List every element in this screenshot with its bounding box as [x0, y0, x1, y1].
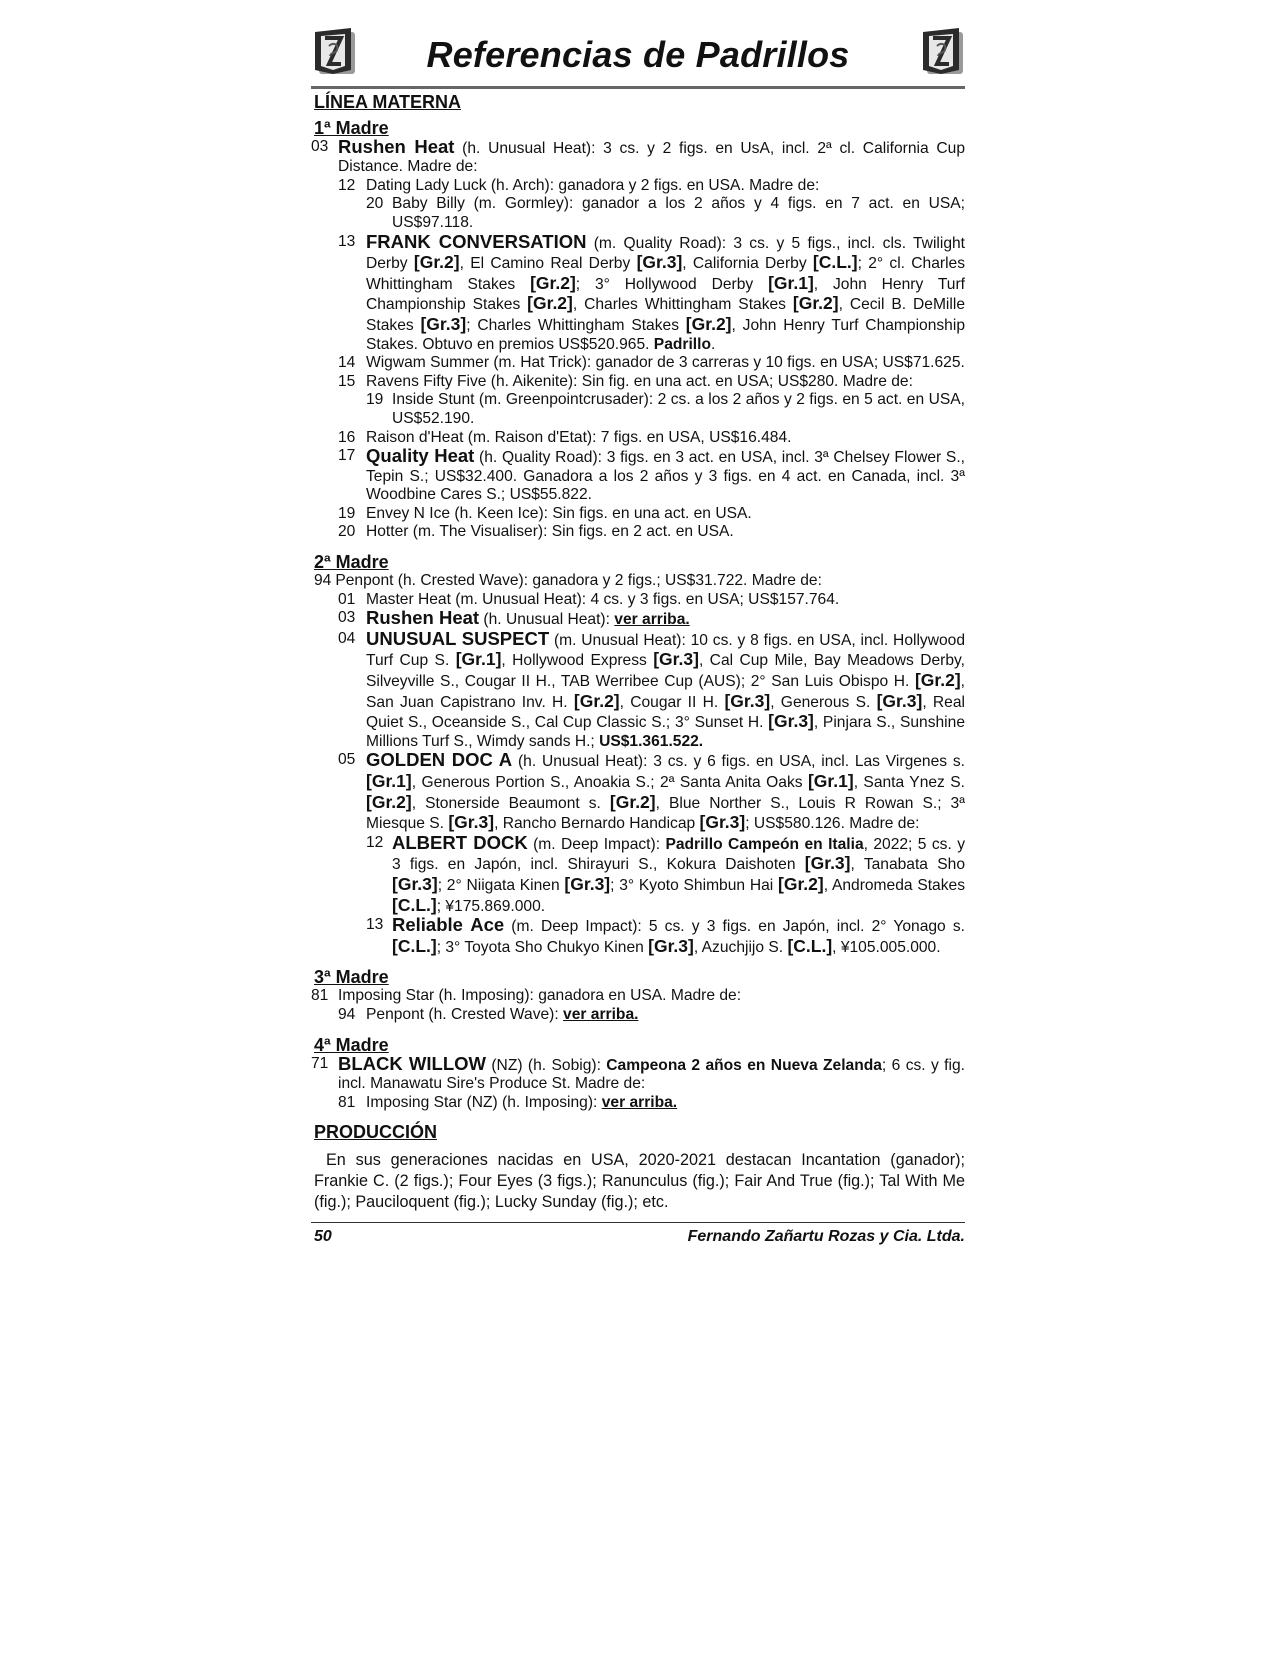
entry-year: 20 — [338, 523, 356, 541]
horse-name: BLACK WILLOW — [338, 1052, 486, 1074]
entry-year: 13 — [338, 232, 356, 250]
pedigree-entry — [311, 523, 965, 542]
pedigree-entry — [311, 177, 965, 196]
grade-badge: [Gr.2] — [573, 690, 620, 711]
grade-badge: [Gr.2] — [527, 293, 573, 314]
entry-text: ; ¥175.869.000. — [436, 897, 546, 915]
entry-text: , San Juan Capistrano Inv. H. — [366, 673, 965, 711]
entry-text: . — [711, 335, 716, 353]
grade-badge: [C.L.] — [392, 894, 437, 915]
pedigree-entry — [311, 391, 965, 428]
entry-text: Wigwam Summer (m. Hat Trick): ganador de 3 carreras y 10 figs. en USA; US$71.625. — [366, 354, 965, 372]
entry-year: 01 — [338, 590, 356, 608]
horse-name: Rushen Heat — [366, 607, 480, 629]
entry-text: , California Derby — [682, 255, 813, 273]
heading-cuarta-madre: 4ª Madre — [314, 1034, 389, 1055]
entry-year: 12 — [338, 176, 356, 194]
entry-text: , 2022; 5 cs. y 3 figs. en Japón, incl. Shirayuri S., Kokura Daishoten — [392, 835, 965, 874]
grade-badge: [Gr.3] — [699, 812, 746, 833]
pedigree-entry — [311, 916, 965, 957]
entry-text: ; 3° Hollywood Derby — [575, 275, 769, 293]
pedigree-entry — [311, 751, 965, 833]
horse-name: Rushen Heat — [338, 135, 455, 157]
grade-badge: [Gr.2] — [413, 252, 460, 273]
entry-text: Hotter (m. The Visualiser): Sin figs. en 2 act. en USA. — [366, 523, 734, 541]
entry-text: , Pinjara S., Sunshine Millions Turf S., Wimdy sands H.; — [366, 714, 965, 750]
entry-text: ; 6 cs. y fig. incl. Manawatu Sire's Produce St. Madre de: — [338, 1056, 965, 1093]
heading-tercera-madre: 3ª Madre — [314, 967, 389, 988]
entry-text: Baby Billy (m. Gormley): ganador a los 2 años y 4 figs. en 7 act. en USA; US$97.118. — [392, 195, 965, 231]
entry-year: 94 — [338, 1005, 356, 1023]
page-content — [311, 93, 965, 1213]
grade-badge: [C.L.] — [787, 935, 833, 956]
entry-year: 19 — [366, 391, 384, 409]
entry-year: 17 — [338, 447, 356, 465]
horse-head-logo-icon — [919, 26, 965, 76]
grade-badge: [Gr.2] — [792, 293, 839, 314]
entry-text: , Charles Whittingham Stakes — [572, 296, 793, 314]
grade-badge: [Gr.3] — [768, 711, 814, 732]
grade-badge: [Gr.1] — [768, 272, 814, 293]
grade-badge: [Gr.1] — [455, 649, 502, 670]
bold-text: Padrillo — [653, 335, 711, 353]
entry-text: ; 2° Niigata Kinen — [437, 876, 565, 894]
horse-name: Reliable Ace — [392, 914, 505, 936]
pedigree-entry — [311, 987, 965, 1006]
entry-text: , John Henry Turf Championship Stakes — [366, 275, 965, 314]
entry-year: 03 — [311, 137, 329, 155]
entry-text: , Real Quiet S., Oceanside S., Cal Cup Classic S.; 3° Sunset H. — [366, 693, 965, 732]
entry-year: 04 — [338, 629, 356, 647]
entry-text: , Azuchjijo S. — [693, 938, 788, 956]
entry-text: Envey N Ice (h. Keen Ice): Sin figs. en una act. en USA. — [366, 504, 752, 522]
see-above-reference: ver arriba. — [614, 611, 690, 629]
entry-text: Dating Lady Luck (h. Arch): ganadora y 2 figs. en USA. Madre de: — [366, 176, 820, 194]
entry-text: Penpont (h. Crested Wave): ganadora y 2 figs.; US$31.722. Madre de: — [335, 572, 822, 590]
entry-text: , Cougar II H. — [619, 693, 725, 711]
entry-text: , Stonerside Beaumont s. — [411, 794, 610, 812]
entry-text: Imposing Star (NZ) (h. Imposing): — [366, 1093, 602, 1111]
entry-text: , ¥105.005.000. — [832, 938, 941, 956]
entry-text: (m. Deep Impact): 5 cs. y 3 figs. en Japón, incl. 2° Yonago s. — [504, 918, 965, 936]
pedigree-entry — [311, 447, 965, 505]
pedigree-entry — [311, 195, 965, 232]
pedigree-entry — [311, 1052, 965, 1094]
entry-text: Imposing Star (h. Imposing): ganadora en USA. Madre de: — [338, 987, 742, 1005]
bold-text: Campeona 2 años en Nueva Zelanda — [606, 1056, 882, 1074]
horse-name: Quality Heat — [366, 445, 475, 467]
horse-name: FRANK CONVERSATION — [366, 230, 587, 252]
entry-text: ; 2° cl. Charles Whittingham Stakes — [366, 255, 966, 293]
entry-year: 03 — [338, 609, 356, 627]
grade-badge: [Gr.3] — [448, 812, 495, 833]
entry-text: , Andromeda Stakes — [823, 876, 965, 894]
grade-badge: [Gr.2] — [609, 791, 656, 812]
bold-text: Padrillo Campeón en Italia — [665, 835, 864, 853]
grade-badge: [Gr.3] — [653, 649, 699, 670]
entry-text: ; 3° Toyota Sho Chukyo Kinen — [436, 938, 649, 956]
entry-text: , Tanabata Sho — [850, 856, 965, 874]
grade-badge: [Gr.2] — [914, 670, 961, 691]
grade-badge: [Gr.3] — [724, 690, 771, 711]
entry-year: 05 — [338, 751, 356, 769]
entry-text: Inside Stunt (m. Greenpointcrusader): 2 cs. a los 2 años y 2 figs. en 5 act. en USA, US$52.190. — [392, 391, 965, 427]
entry-text: Master Heat (m. Unusual Heat): 4 cs. y 3 figs. en USA; US$157.764. — [366, 590, 840, 608]
grade-badge: [Gr.3] — [392, 873, 438, 894]
entry-text: ; Charles Whittingham Stakes — [466, 316, 686, 334]
company-name: Fernando Zañartu Rozas y Cia. Ltda. — [687, 1228, 965, 1246]
horse-name: UNUSUAL SUSPECT — [366, 627, 550, 649]
page-footer — [311, 1223, 965, 1247]
entry-text: , Rancho Bernardo Handicap — [494, 815, 700, 833]
entry-text: , Cecil B. DeMille Stakes — [366, 296, 965, 334]
entry-year: 81 — [311, 987, 329, 1005]
pedigree-entry — [311, 354, 965, 373]
pedigree-entry — [311, 505, 965, 524]
entry-text: , Generous S. — [770, 693, 877, 711]
entry-text: (h. Unusual Heat): — [479, 611, 615, 629]
entry-year: 71 — [311, 1054, 329, 1072]
grade-badge: [Gr.3] — [804, 853, 851, 874]
entry-text: Ravens Fifty Five (h. Aikenite): Sin fig. en una act. en USA; US$280. Madre de: — [366, 372, 913, 390]
pedigree-entry — [311, 135, 965, 177]
entry-text: (h. Unusual Heat): 3 cs. y 6 figs. en USA, incl. Las Virgenes s. — [512, 753, 965, 771]
entry-text: , Generous Portion S., Anoakia S.; 2ª Santa Anita Oaks — [411, 774, 808, 791]
see-above-reference: ver arriba. — [601, 1093, 678, 1111]
grade-badge: [C.L.] — [812, 252, 858, 273]
bold-text: US$1.361.522. — [599, 732, 704, 750]
entry-text: (h. Unusual Heat): 3 cs. y 2 figs. en UsA, incl. 2ª cl. California Cup Distance. Madre de: — [338, 139, 965, 176]
entry-year: 12 — [366, 833, 384, 851]
page-number: 50 — [314, 1228, 332, 1246]
entry-year: 14 — [338, 354, 356, 372]
entry-text: , Santa Ynez S. — [853, 774, 966, 791]
entry-text: (m. Deep Impact): — [527, 835, 666, 853]
grade-badge: [Gr.1] — [366, 771, 412, 791]
grade-badge: [Gr.3] — [564, 873, 611, 894]
pedigree-entry — [311, 1006, 965, 1025]
heading-segunda-madre: 2ª Madre — [314, 552, 389, 573]
entry-text: (m. Quality Road): 3 cs. y 5 figs., incl. cls. Twilight Derby — [366, 234, 966, 273]
horse-name: ALBERT DOCK — [392, 831, 528, 853]
pedigree-entry — [311, 572, 965, 591]
entry-year: 15 — [338, 372, 356, 390]
entry-text: , Cal Cup Mile, Bay Meadows Derby, Silveyville S., Cougar II H., TAB Werribee Cup (AUS); 2° San Luis Obispo H. — [366, 652, 966, 691]
see-above-reference: ver arriba. — [563, 1005, 639, 1023]
pedigree-entry — [311, 831, 965, 916]
entry-text: , John Henry Turf Championship Stakes. Obtuvo en premios US$520.965. — [366, 316, 965, 353]
section-heading-linea-materna: LÍNEA MATERNA — [314, 92, 461, 112]
grade-badge: [Gr.3] — [420, 313, 467, 334]
pedigree-entry — [311, 1094, 965, 1113]
entry-year: 94 — [314, 572, 332, 590]
pedigree-entry — [311, 373, 965, 392]
document-page — [311, 22, 965, 1247]
pedigree-entry — [311, 230, 966, 355]
header-rule — [311, 86, 965, 89]
entry-text: , Hollywood Express — [501, 652, 654, 670]
page-header — [311, 22, 965, 84]
entry-text: ; US$580.126. Madre de: — [745, 815, 920, 833]
entry-text: Penpont (h. Crested Wave): — [366, 1005, 564, 1023]
heading-produccion: PRODUCCIÓN — [314, 1122, 438, 1143]
entry-text: ; 3° Kyoto Shimbun Hai — [610, 876, 778, 894]
heading-primera-madre: 1ª Madre — [314, 117, 389, 138]
entry-text: Raison d'Heat (m. Raison d'Etat): 7 figs. en USA, US$16.484. — [366, 428, 792, 446]
entry-text: (m. Unusual Heat): 10 cs. y 8 figs. en USA, incl. Hollywood Turf Cup S. — [366, 631, 965, 670]
grade-badge: [Gr.2] — [685, 313, 732, 334]
entry-year: 13 — [366, 916, 384, 934]
grade-badge: [Gr.3] — [648, 935, 694, 956]
horse-name: GOLDEN DOC A — [366, 749, 513, 771]
entry-year: 16 — [338, 428, 356, 446]
entry-text: (NZ) (h. Sobig): — [485, 1056, 607, 1074]
entry-year: 19 — [338, 504, 356, 522]
entry-text: , Blue Norther S., Louis R Rowan S.; 3ª Miesque S. — [366, 794, 965, 833]
grade-badge: [C.L.] — [392, 935, 437, 956]
pedigree-entry — [311, 609, 965, 630]
grade-badge: [Gr.2] — [530, 272, 576, 293]
grade-badge: [Gr.2] — [366, 791, 412, 812]
entry-text: (h. Quality Road): 3 figs. en 3 act. en USA, incl. 3ª Chelsey Flower S., Tepin S.; US$32.400. Ganadora a los 2 años y 3 figs. en 4 act. en Canada, incl. 3ª Woodbine Cares S.; US$55.822. — [366, 449, 965, 504]
entry-year: 81 — [338, 1093, 356, 1111]
grade-badge: [Gr.3] — [876, 690, 923, 711]
grade-badge: [Gr.2] — [778, 873, 824, 894]
entry-year: 20 — [366, 195, 384, 213]
grade-badge: [Gr.3] — [636, 252, 683, 273]
entry-text: , El Camino Real Derby — [459, 255, 637, 273]
grade-badge: [Gr.1] — [807, 771, 854, 791]
pedigree-entry — [311, 627, 966, 752]
produccion-paragraph: En sus generaciones nacidas en USA, 2020-2021 destacan Incantation (ganador); Frankie C. (2 figs.); Four Eyes (3 figs.); Ranunculus (fig.); Fair And True (fig.); Tal With Me (fig.); Pauciloquent (fig.); Lucky Sunday (fig.); etc. — [314, 1151, 965, 1212]
page-title: Referencias de Padrillos — [426, 34, 850, 75]
